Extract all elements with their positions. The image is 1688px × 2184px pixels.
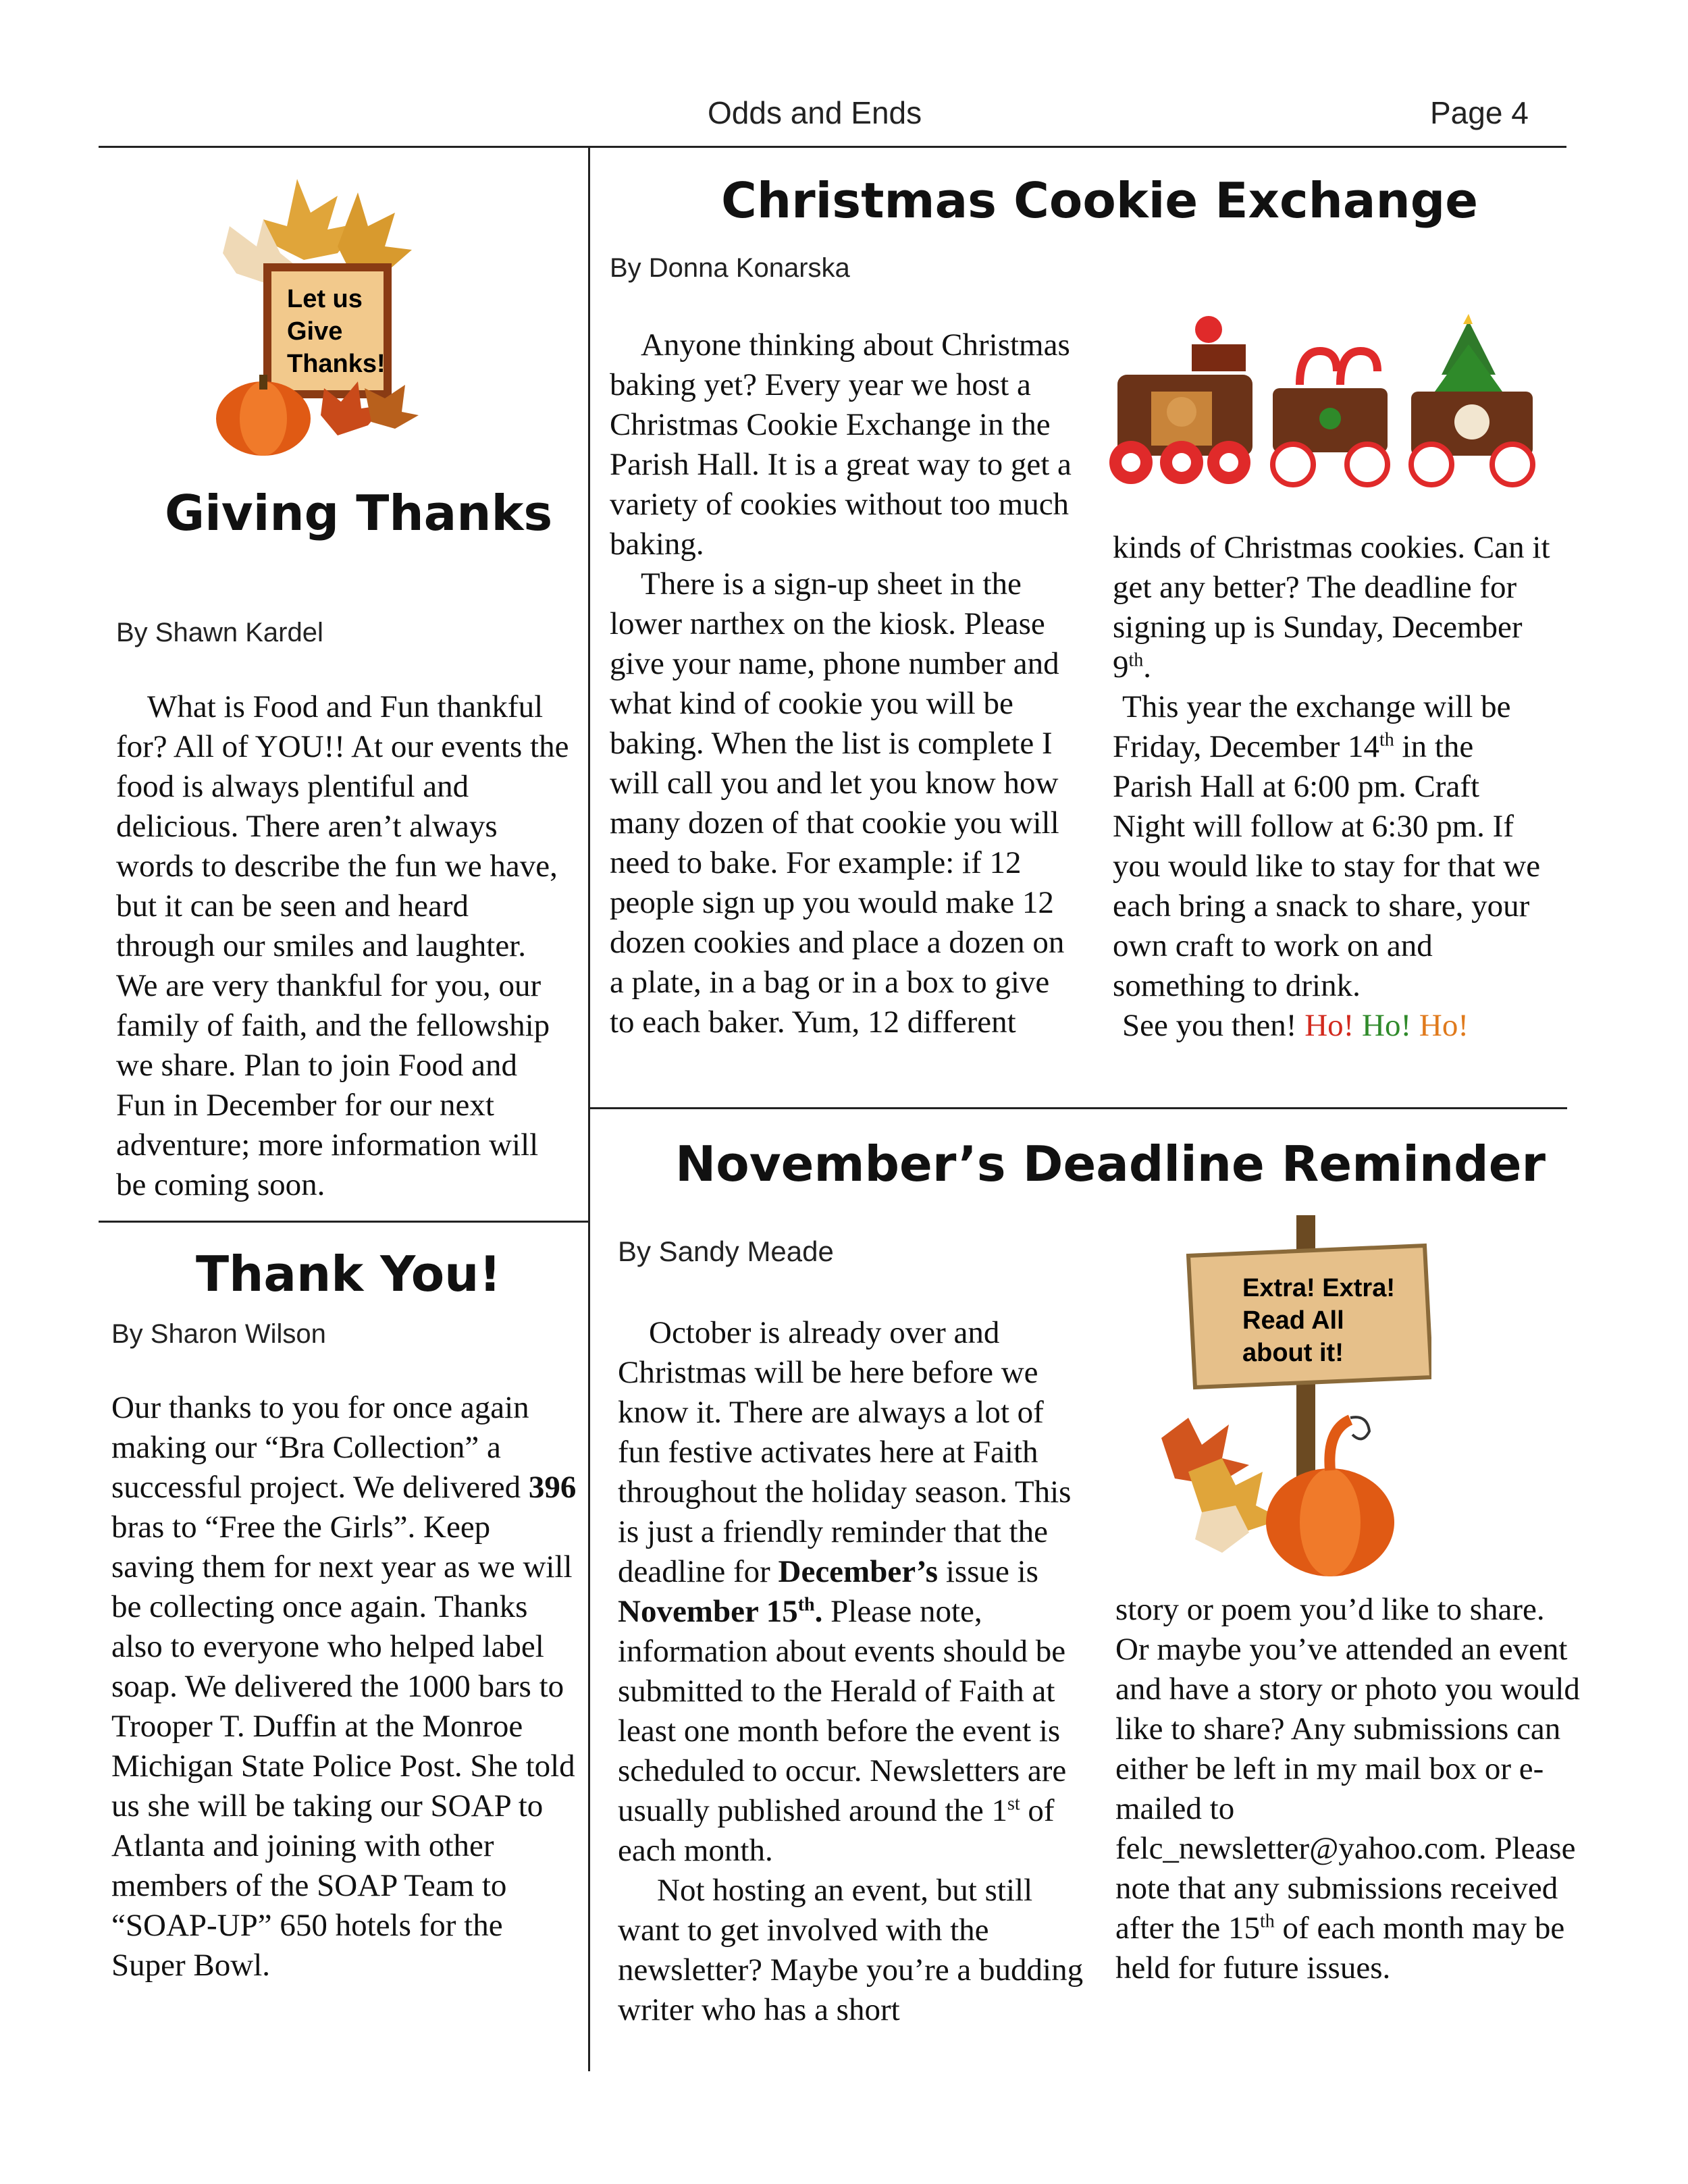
pumpkin-icon <box>1266 1417 1394 1576</box>
sign-line-1: Extra! Extra! <box>1242 1274 1395 1302</box>
thank-you-title: Thank You! <box>196 1246 502 1302</box>
deadline-paragraph-3: story or poem you’d like to share. Or maybe you’ve attended an event and have a story or photo you would like to share? Any submissions can either be left in my mail box or e-mailed to felc_newsletter@yahoo.com. Please note that any submissions received after the 15th of each month may be held for future issues. <box>1115 1592 1580 1986</box>
cookie-exchange-title: Christmas Cookie Exchange <box>721 172 1479 229</box>
giving-thanks-paragraph: What is Food and Fun thankful for? All of YOU!! At our events the food is always plentiful and delicious. There aren’t always words to describe the fun we have, but it can be seen and heard through our smiles and laughter. We are very thankful for you, our family of faith, and the fellowship we share. Plan to join Food and Fun in December for our next adventure; more information will be coming soon. <box>116 689 569 1202</box>
cookie-paragraph-1: Anyone thinking about Christmas baking yet? Every year we host a Christmas Cookie Exchange in the Parish Hall. It is a great way to get a variety of cookies without too much baking. <box>610 327 1072 562</box>
top-rule <box>99 146 1566 148</box>
christmas-tree-car-icon <box>1411 314 1533 485</box>
deadline-reminder-title: November’s Deadline Reminder <box>675 1136 1546 1192</box>
sign-line-1: Let us <box>287 285 363 313</box>
extra-extra-sign <box>1188 1246 1431 1387</box>
deadline-col-1 <box>618 1313 1084 2030</box>
deadline-reminder-byline: By Sandy Meade <box>618 1235 834 1267</box>
deadline-paragraph-1: October is already over and Christmas will be here before we know it. There are always a lot of fun festive activates here at Faith throughout the holiday season. This is just a friendly reminder that the deadline for December’s issue is November 15th. Please note, information about events should be submitted to the Herald of Faith at least one month before the event is scheduled to occur. Newsletters are usually published around the 1st of each month. <box>618 1315 1072 1868</box>
sign-line-3: about it! <box>1242 1339 1344 1367</box>
sign-line-2: Give <box>287 317 343 346</box>
thank-you-byline: By Sharon Wilson <box>111 1319 326 1349</box>
thank-you-paragraph: Our thanks to you for once again making our “Bra Collection” a successful project. We delivered 396 bras to “Free the Girls”. Keep saving them for next year as we will be collecting once again. Thanks also to everyone who helped label soap. We delivered the 1000 bars to Trooper T. Duffin at the Monroe Michigan State Police Post. She told us she will be taking our SOAP to Atlanta and joining with other members of the SOAP Team to “SOAP-UP” 650 hotels for the Super Bowl. <box>111 1390 577 1983</box>
thanks-sign <box>263 263 392 398</box>
cookie-paragraph-4: This year the exchange will be Friday, December 14th in the Parish Hall at 6:00 pm. Craft Night will follow at 6:30 pm. If you would like to stay for that we each bring a snack to share, your own craft to work on and something to drink. <box>1113 689 1541 1003</box>
right-section-rule <box>589 1107 1567 1109</box>
left-section-rule <box>99 1221 589 1223</box>
cookie-col-2 <box>1113 528 1558 1046</box>
cookie-exchange-byline: By Donna Konarska <box>610 253 850 283</box>
cookie-train-illustration <box>1090 311 1550 500</box>
cookie-col-1 <box>610 325 1076 1042</box>
autumn-leaf-icon <box>1161 1418 1283 1553</box>
sign-line-2: Read All <box>1242 1306 1344 1335</box>
column-divider <box>588 147 590 2071</box>
giving-thanks-title: Giving Thanks <box>165 485 553 541</box>
thank-you-body <box>111 1388 577 1986</box>
cookie-paragraph-5: See you then! Ho! Ho! Ho! <box>1122 1008 1469 1043</box>
give-thanks-illustration <box>203 165 432 462</box>
train-engine-icon <box>1109 316 1252 484</box>
deadline-col-2 <box>1115 1590 1581 1988</box>
extra-extra-illustration <box>1148 1215 1431 1593</box>
page-number: Page 4 <box>1430 95 1529 130</box>
deadline-paragraph-2: Not hosting an event, but still want to get involved with the newsletter? Maybe you’re a budding writer who has a short <box>618 1873 1084 2027</box>
sign-line-3: Thanks! <box>287 350 386 378</box>
giving-thanks-byline: By Shawn Kardel <box>116 618 323 647</box>
candy-cane-car-icon <box>1273 351 1388 485</box>
cookie-paragraph-2: There is a sign-up sheet in the lower narthex on the kiosk. Please give your name, phone number and what kind of cookie you will be baking. When the list is complete I will call you and let you know how many dozen of that cookie you will need to bake. For example: if 12 people sign up you would make 12 dozen cookies and place a dozen on a plate, in a bag or in a box to give to each baker. Yum, 12 different <box>610 566 1065 1040</box>
cookie-paragraph-3: kinds of Christmas cookies. Can it get any better? The deadline for signing up is Sunday, December 9th. <box>1113 530 1550 685</box>
giving-thanks-body <box>116 687 572 1205</box>
section-title: Odds and Ends <box>708 95 922 130</box>
